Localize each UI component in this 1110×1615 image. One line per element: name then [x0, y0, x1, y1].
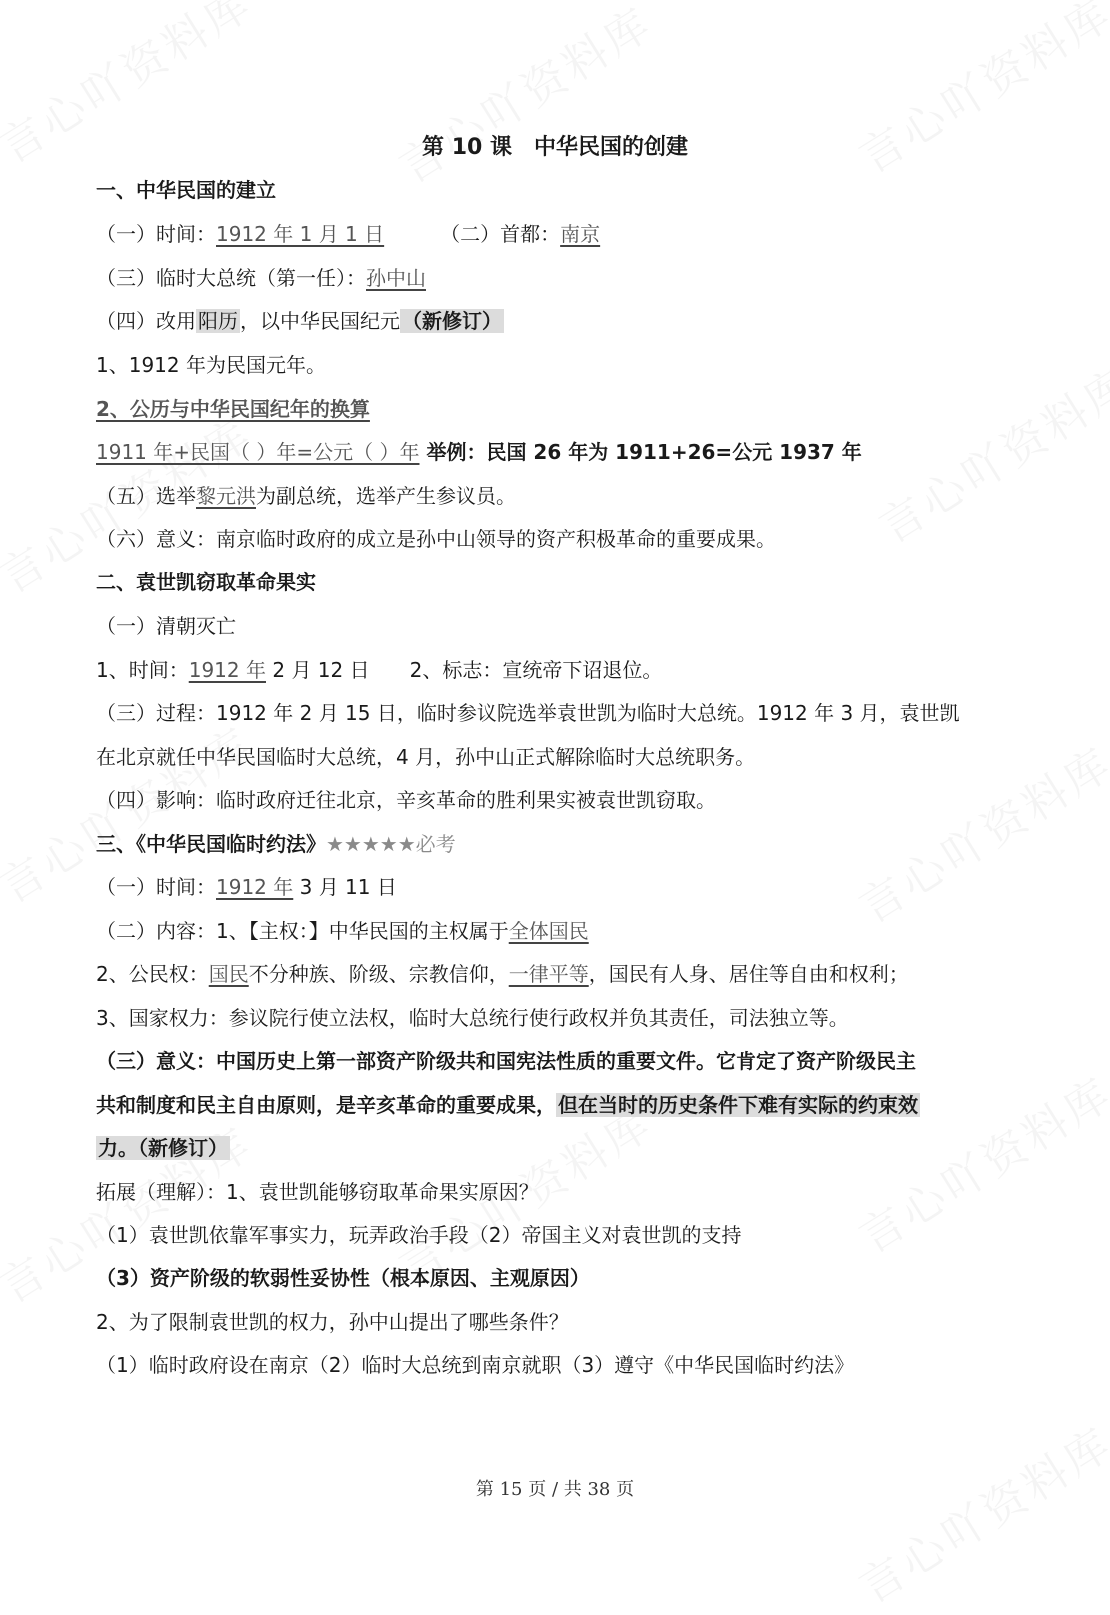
underlined-answer: 国民 — [208, 962, 249, 986]
current-page: 15 — [499, 1479, 523, 1500]
example: 举例：民国 26 年为 1911+26=公元 1937 年 — [419, 440, 862, 464]
label: （一）时间： — [96, 222, 216, 246]
text: 2 月 12 日 2、标志：宣统帝下诏退位。 — [266, 658, 663, 682]
highlight: 阳历 — [198, 309, 238, 333]
text: 2、公民权： — [96, 962, 209, 986]
formula-line — [96, 437, 862, 467]
underlined-answer: 1912 年 — [188, 658, 266, 682]
question: 拓展（理解）：1、袁世凯能够窃取革命果实原因？ — [96, 1180, 539, 1204]
list-item: 2、公历与中华民国纪年的换算 — [96, 397, 370, 421]
calendar-line — [96, 306, 504, 336]
paragraph: （三）意义：中国历史上第一部资产阶级共和国宪法性质的重要文件。它肯定了资产阶级民主 — [96, 1049, 916, 1073]
watermark — [385, 0, 663, 195]
underlined-answer: 一律平等 — [508, 962, 589, 986]
civil-rights-line — [96, 959, 909, 989]
text: ，国民有人身、居住等自由和权利； — [588, 962, 909, 986]
text: （四）改用 — [96, 309, 196, 333]
significance-line — [96, 1090, 920, 1120]
label: （二）首都： — [440, 222, 561, 246]
watermark — [845, 729, 1110, 936]
paragraph: 3、国家权力：参议院行使立法权，临时大总统行使行政权并负其责任，司法独立等。 — [96, 1006, 849, 1030]
text: （二）内容：1、【主权：】中华民国的主权属于 — [96, 919, 509, 943]
underlined-answer: 黎元洪 — [196, 484, 256, 508]
label: （三）临时大总统（第一任）： — [96, 266, 366, 290]
section-heading: 二、袁世凯窃取革命果实 — [96, 570, 316, 594]
list-item: 1、1912 年为民国元年。 — [96, 353, 326, 377]
text: 页 — [610, 1479, 635, 1500]
text: ，以中华民国纪元 — [240, 309, 400, 333]
vice-president-line — [96, 481, 516, 511]
significance-line — [96, 1133, 230, 1163]
section-heading-line — [96, 829, 456, 859]
text: 共和制度和民主自由原则，是辛亥革命的重要成果， — [96, 1093, 556, 1117]
constitution-time-line — [96, 872, 397, 902]
paragraph: （一）清朝灭亡 — [96, 614, 236, 638]
paragraph: （三）过程：1912 年 2 月 15 日，临时参议院选举袁世凯为临时大总统。1912 年 3 月，袁世凯 — [96, 701, 960, 725]
text: 第 — [475, 1479, 500, 1500]
text: 3 月 11 日 — [293, 875, 397, 899]
underlined-answer: 全体国民 — [508, 919, 589, 943]
text: （一）时间： — [96, 875, 216, 899]
sovereignty-line — [96, 916, 589, 946]
answer: （3）资产阶级的软弱性妥协性（根本原因、主观原因） — [96, 1266, 590, 1290]
underlined-answer: 南京 — [560, 222, 601, 246]
answer: （1）临时政府设在南京（2）临时大总统到南京就职（3）遵守《中华民国临时约法》 — [96, 1353, 855, 1377]
formula: 1911 年+民国（ ）年=公元（ ）年 — [96, 440, 420, 464]
highlight: 但在当时的历史条件下难有实际的约束效 — [558, 1093, 918, 1117]
page-title: 第 10 课 中华民国的创建 — [422, 135, 688, 160]
underlined-answer: 1912 年 — [216, 875, 294, 899]
answer: （1）袁世凯依靠军事实力，玩弄政治手段（2）帝国主义对袁世凯的支持 — [96, 1223, 742, 1247]
text: 为副总统，选举产生参议员。 — [256, 484, 516, 508]
revised-badge: 力。（新修订） — [98, 1136, 228, 1160]
underlined-answer: 1912 年 1 月 1 日 — [216, 222, 385, 246]
paragraph: （四）影响：临时政府迁往北京，辛亥革命的胜利果实被袁世凯窃取。 — [96, 788, 716, 812]
total-pages: 38 — [587, 1479, 611, 1500]
star-rating: ★★★★★必考 — [326, 832, 456, 856]
revised-badge: （新修订） — [402, 309, 502, 333]
establish-time-line — [96, 219, 600, 249]
watermark — [865, 349, 1110, 556]
page-number — [0, 1475, 1110, 1501]
section-heading: 一、中华民国的建立 — [96, 178, 276, 202]
text: （五）选举 — [96, 484, 196, 508]
abdication-line — [96, 655, 662, 685]
text: 页 / 共 — [522, 1479, 588, 1500]
text: 不分种族、阶级、宗教信仰， — [248, 962, 509, 986]
section-heading: 三、《中华民国临时约法》 — [96, 832, 326, 856]
text: 1、时间： — [96, 658, 189, 682]
president-line — [96, 263, 426, 293]
watermark — [845, 1409, 1110, 1615]
underlined-answer: 孙中山 — [366, 266, 426, 290]
paragraph: （六）意义：南京临时政府的成立是孙中山领导的资产积极革命的重要成果。 — [96, 527, 776, 551]
question: 2、为了限制袁世凯的权力，孙中山提出了哪些条件？ — [96, 1310, 569, 1334]
paragraph: 在北京就任中华民国临时大总统，4 月，孙中山正式解除临时大总统职务。 — [96, 745, 756, 769]
